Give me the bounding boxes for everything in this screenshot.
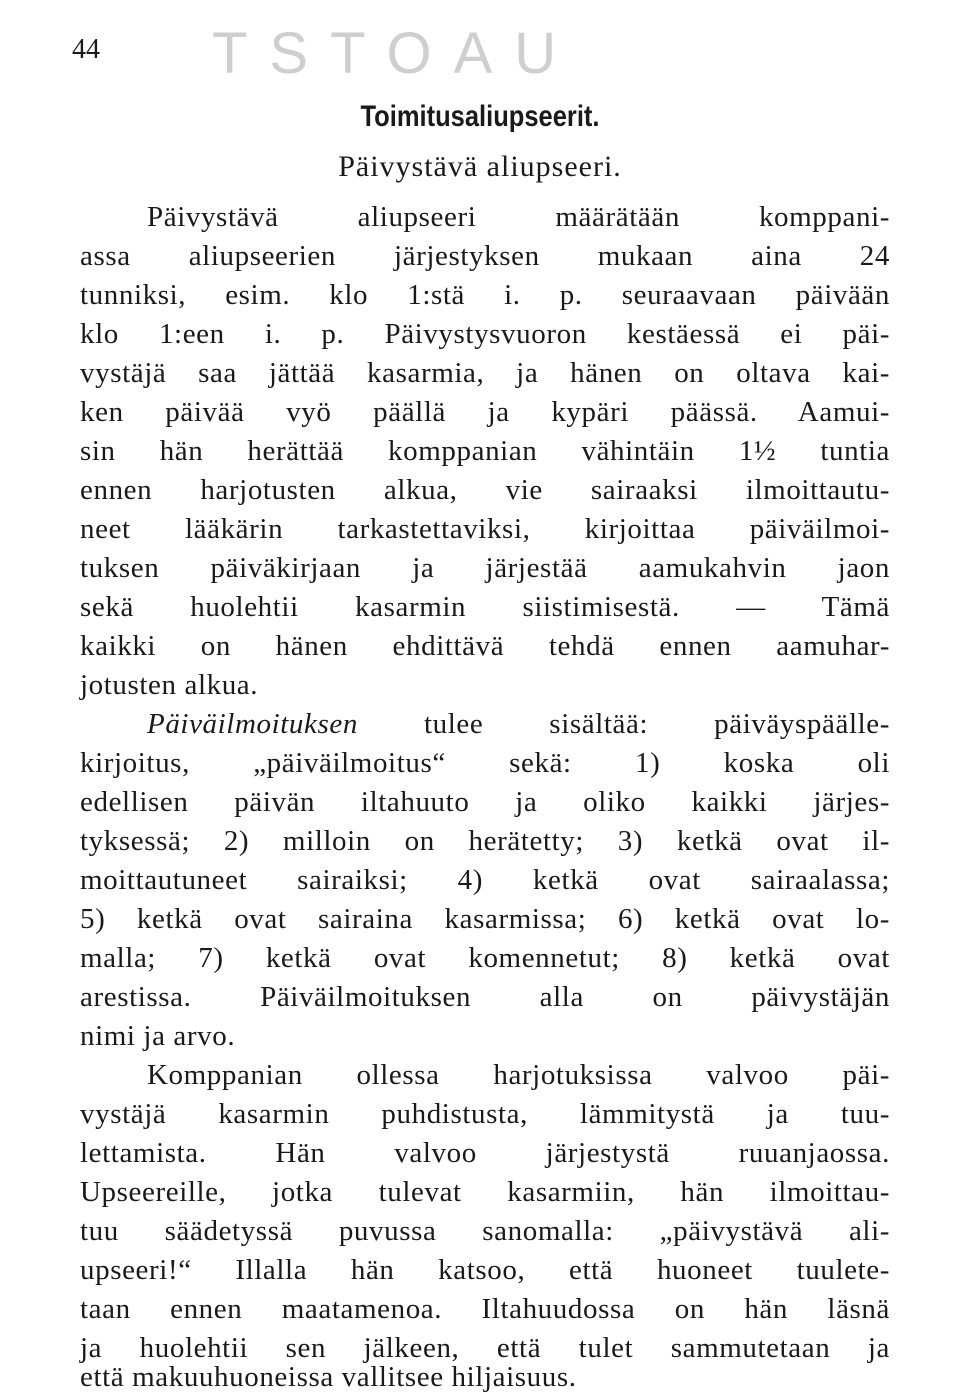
italic-term: Päiväilmoituksen bbox=[147, 708, 358, 740]
paragraph-line: nimi ja arvo. bbox=[80, 1020, 236, 1052]
paragraph-line: tyksessä; 2) milloin on herätetty; 3) ketkä ovat il- bbox=[80, 825, 890, 857]
paragraph-line: kirjoitus, „päiväilmoitus“ sekä: 1) koska oli bbox=[80, 747, 890, 779]
paragraph-line: kaikki on hänen ehdittävä tehdä ennen aamuhar- bbox=[80, 630, 890, 662]
faded-stamp: TSTOAU bbox=[212, 21, 579, 86]
page-number: 44 bbox=[72, 34, 100, 65]
paragraph-line: moittautuneet sairaiksi; 4) ketkä ovat sairaalassa; bbox=[80, 864, 890, 896]
section-subheading: Päivystävä aliupseeri. bbox=[338, 150, 622, 183]
paragraph-line: tuksen päiväkirjaan ja järjestää aamukahvin jaon bbox=[80, 552, 890, 584]
paragraph-line: Päivystävä aliupseeri määrätään komppani- bbox=[147, 201, 890, 233]
paragraph-line-rest: tulee sisältää: päiväyspäälle- bbox=[423, 708, 890, 740]
paragraph-line: malla; 7) ketkä ovat komennetut; 8) ketkä ovat bbox=[80, 942, 890, 974]
paragraph-line: klo 1:een i. p. Päivystysvuoron kestäessä ei päi- bbox=[80, 318, 890, 350]
paragraph-line: vystäjä saa jättää kasarmia, ja hänen on oltava kai- bbox=[80, 357, 890, 389]
paragraph-line: Upseereille, jotka tulevat kasarmiin, hän ilmoittau- bbox=[80, 1176, 890, 1208]
paragraph-line: tunniksi, esim. klo 1:stä i. p. seuraavaan päivään bbox=[80, 279, 890, 311]
paragraph-line: sekä huolehtii kasarmin siistimisestä. — Tämä bbox=[80, 591, 890, 623]
paragraph-line: assa aliupseerien järjestyksen mukaan aina 24 bbox=[80, 240, 890, 272]
paragraph-line: 5) ketkä ovat sairaina kasarmissa; 6) ketkä ovat lo- bbox=[80, 903, 890, 935]
paragraph-line: arestissa. Päiväilmoituksen alla on päivystäjän bbox=[80, 981, 890, 1013]
paragraph-line: ennen harjotusten alkua, vie sairaaksi ilmoittautu- bbox=[80, 474, 890, 506]
paragraph-line: edellisen päivän iltahuuto ja oliko kaikki järjes- bbox=[80, 786, 890, 818]
paragraph-line: neet lääkärin tarkastettaviksi, kirjoittaa päiväilmoi- bbox=[80, 513, 890, 545]
paragraph-line: ken päivää vyö päällä ja kypäri päässä. Aamui- bbox=[80, 396, 890, 428]
paragraph-line bbox=[147, 704, 890, 744]
paragraph-line: ja huolehtii sen jälkeen, että tulet sammutetaan ja bbox=[80, 1332, 890, 1364]
paragraph-line: taan ennen maatamenoa. Iltahuudossa on hän läsnä bbox=[80, 1293, 890, 1325]
paragraph-line: jotusten alkua. bbox=[80, 669, 259, 701]
paragraph-line: tuu säädetyssä puvussa sanomalla: „päivystävä ali- bbox=[80, 1215, 890, 1247]
paragraph-line: vystäjä kasarmin puhdistusta, lämmitystä ja tuu- bbox=[80, 1098, 890, 1130]
paragraph-line: sin hän herättää komppanian vähintäin 1½ tuntia bbox=[80, 435, 890, 467]
paragraph-line: lettamista. Hän valvoo järjestystä ruuanjaossa. bbox=[80, 1137, 890, 1169]
paragraph-line: että makuuhuoneissa vallitsee hiljaisuus. bbox=[80, 1361, 577, 1393]
section-heading: Toimitusaliupseerit. bbox=[360, 100, 600, 133]
paragraph-line: upseeri!“ Illalla hän katsoo, että huoneet tuulete- bbox=[80, 1254, 890, 1286]
paragraph-line: Komppanian ollessa harjotuksissa valvoo päi- bbox=[147, 1059, 890, 1091]
